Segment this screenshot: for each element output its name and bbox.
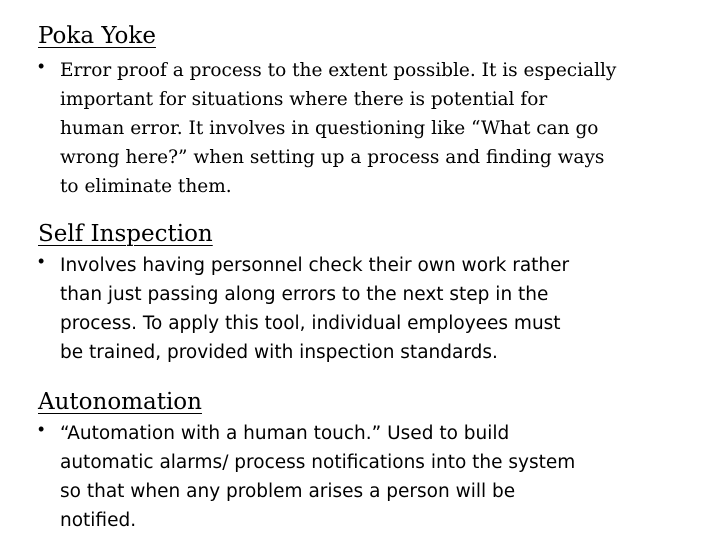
bullet-dot: • [38, 419, 45, 439]
text-line: Involves having personnel check their own work rather [60, 255, 570, 276]
bullet-dot: • [38, 251, 45, 271]
bullet-text-self-inspection [60, 251, 678, 367]
bullet-self-inspection [38, 251, 678, 367]
bullet-text-poka-yoke [60, 56, 678, 201]
bullet-dot: • [38, 56, 45, 76]
text-line: to eliminate them. [60, 176, 232, 197]
heading-self-inspection: Self Inspection [38, 221, 213, 247]
text-line: important for situations where there is potential for [60, 89, 548, 110]
bullet-autonomation [38, 419, 678, 535]
text-line: process. To apply this tool, individual employees must [60, 313, 561, 334]
text-line: be trained, provided with inspection standards. [60, 342, 498, 363]
text-line: so that when any problem arises a person will be [60, 481, 516, 502]
bullet-poka-yoke [38, 56, 678, 201]
text-line: notified. [60, 510, 137, 531]
text-line: than just passing along errors to the next step in the [60, 284, 549, 305]
text-line: “Automation with a human touch.” Used to build [60, 423, 510, 444]
heading-poka-yoke: Poka Yoke [38, 23, 156, 49]
text-line: human error. It involves in questioning like “What can go [60, 118, 599, 139]
text-line: Error proof a process to the extent possible. It is especially [60, 60, 617, 81]
text-line: automatic alarms/ process notifications into the system [60, 452, 576, 473]
heading-autonomation: Autonomation [38, 389, 202, 415]
bullet-text-autonomation [60, 419, 678, 535]
text-line: wrong here?” when setting up a process and finding ways [60, 147, 605, 168]
